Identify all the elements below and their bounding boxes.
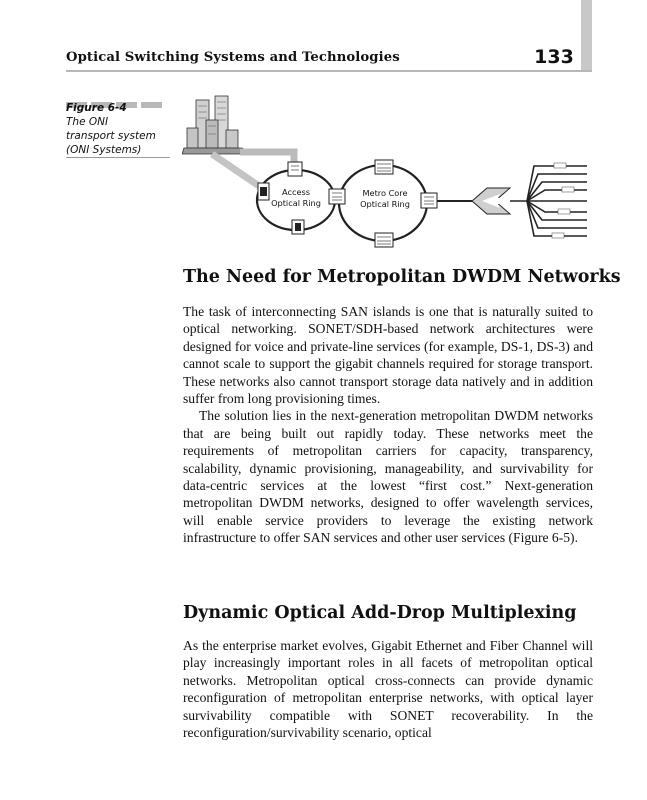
- page-number: 133: [534, 46, 574, 68]
- caption-line: (ONI Systems): [66, 144, 142, 156]
- caption-line: transport system: [66, 130, 156, 142]
- node-icon: [421, 193, 437, 208]
- figure-caption: [66, 101, 176, 157]
- node-icon: [375, 160, 393, 174]
- node-icon: [375, 233, 393, 247]
- caption-line: The ONI: [66, 116, 109, 128]
- running-title: Optical Switching Systems and Technologies: [66, 50, 400, 65]
- paragraph: As the enterprise market evolves, Gigabit Ethernet and Fiber Channel will play increasingly important roles in all facets of metropolitan optical networks. Metropolitan optical cross-connects can provide dynamic reconfiguration of metropolitan enterprise networks, with optical layer survivability compatible with SONET recoverability. In the reconfiguration/survivability scenario, optical: [183, 638, 593, 741]
- section-body: [183, 637, 593, 741]
- router-icon: [472, 188, 510, 214]
- oni-network-diagram: [182, 90, 592, 250]
- paragraph: The task of interconnecting SAN islands is one that is naturally suited to optical networking. SONET/SDH-based network architectures were designed for voice and private-line services (for example, DS-1, DS-3) and cannot scale to support the gigabit channels required for storage transport. These networks also cannot transport storage data natively and in addition suffer from long provisioning times.: [183, 304, 593, 407]
- node-icon: [329, 189, 345, 204]
- metro-ring-label: Optical Ring: [360, 199, 410, 209]
- chapter-tab: [581, 0, 592, 71]
- metro-ring-label: Metro Core: [362, 188, 408, 198]
- node-icon: [288, 162, 302, 176]
- section-title: The Need for Metropolitan DWDM Networks: [183, 267, 621, 287]
- figure-label: Figure 6-4: [66, 102, 127, 114]
- caption-rule: [66, 157, 170, 158]
- section-body: [183, 303, 593, 547]
- section-title: Dynamic Optical Add-Drop Multiplexing: [183, 603, 577, 623]
- access-ring-label: Optical Ring: [271, 198, 321, 208]
- access-ring-label: Access: [281, 187, 311, 197]
- header-rule: [66, 70, 592, 72]
- city-buildings-icon: [182, 96, 252, 154]
- paragraph: The solution lies in the next-generation metropolitan DWDM networks that are being built out rapidly today. These networks meet the requirements of metropolitan carriers for capacity, transparency, scalability, dynamic provisioning, manageability, and survivability for data-centric services at the lowest “first cost.” Next-generation metropolitan DWDM networks, designed to offer wavelength services, will enable service providers to leverage the existing network infrastructure to offer SAN services and other user services (Figure 6-5).: [183, 408, 593, 546]
